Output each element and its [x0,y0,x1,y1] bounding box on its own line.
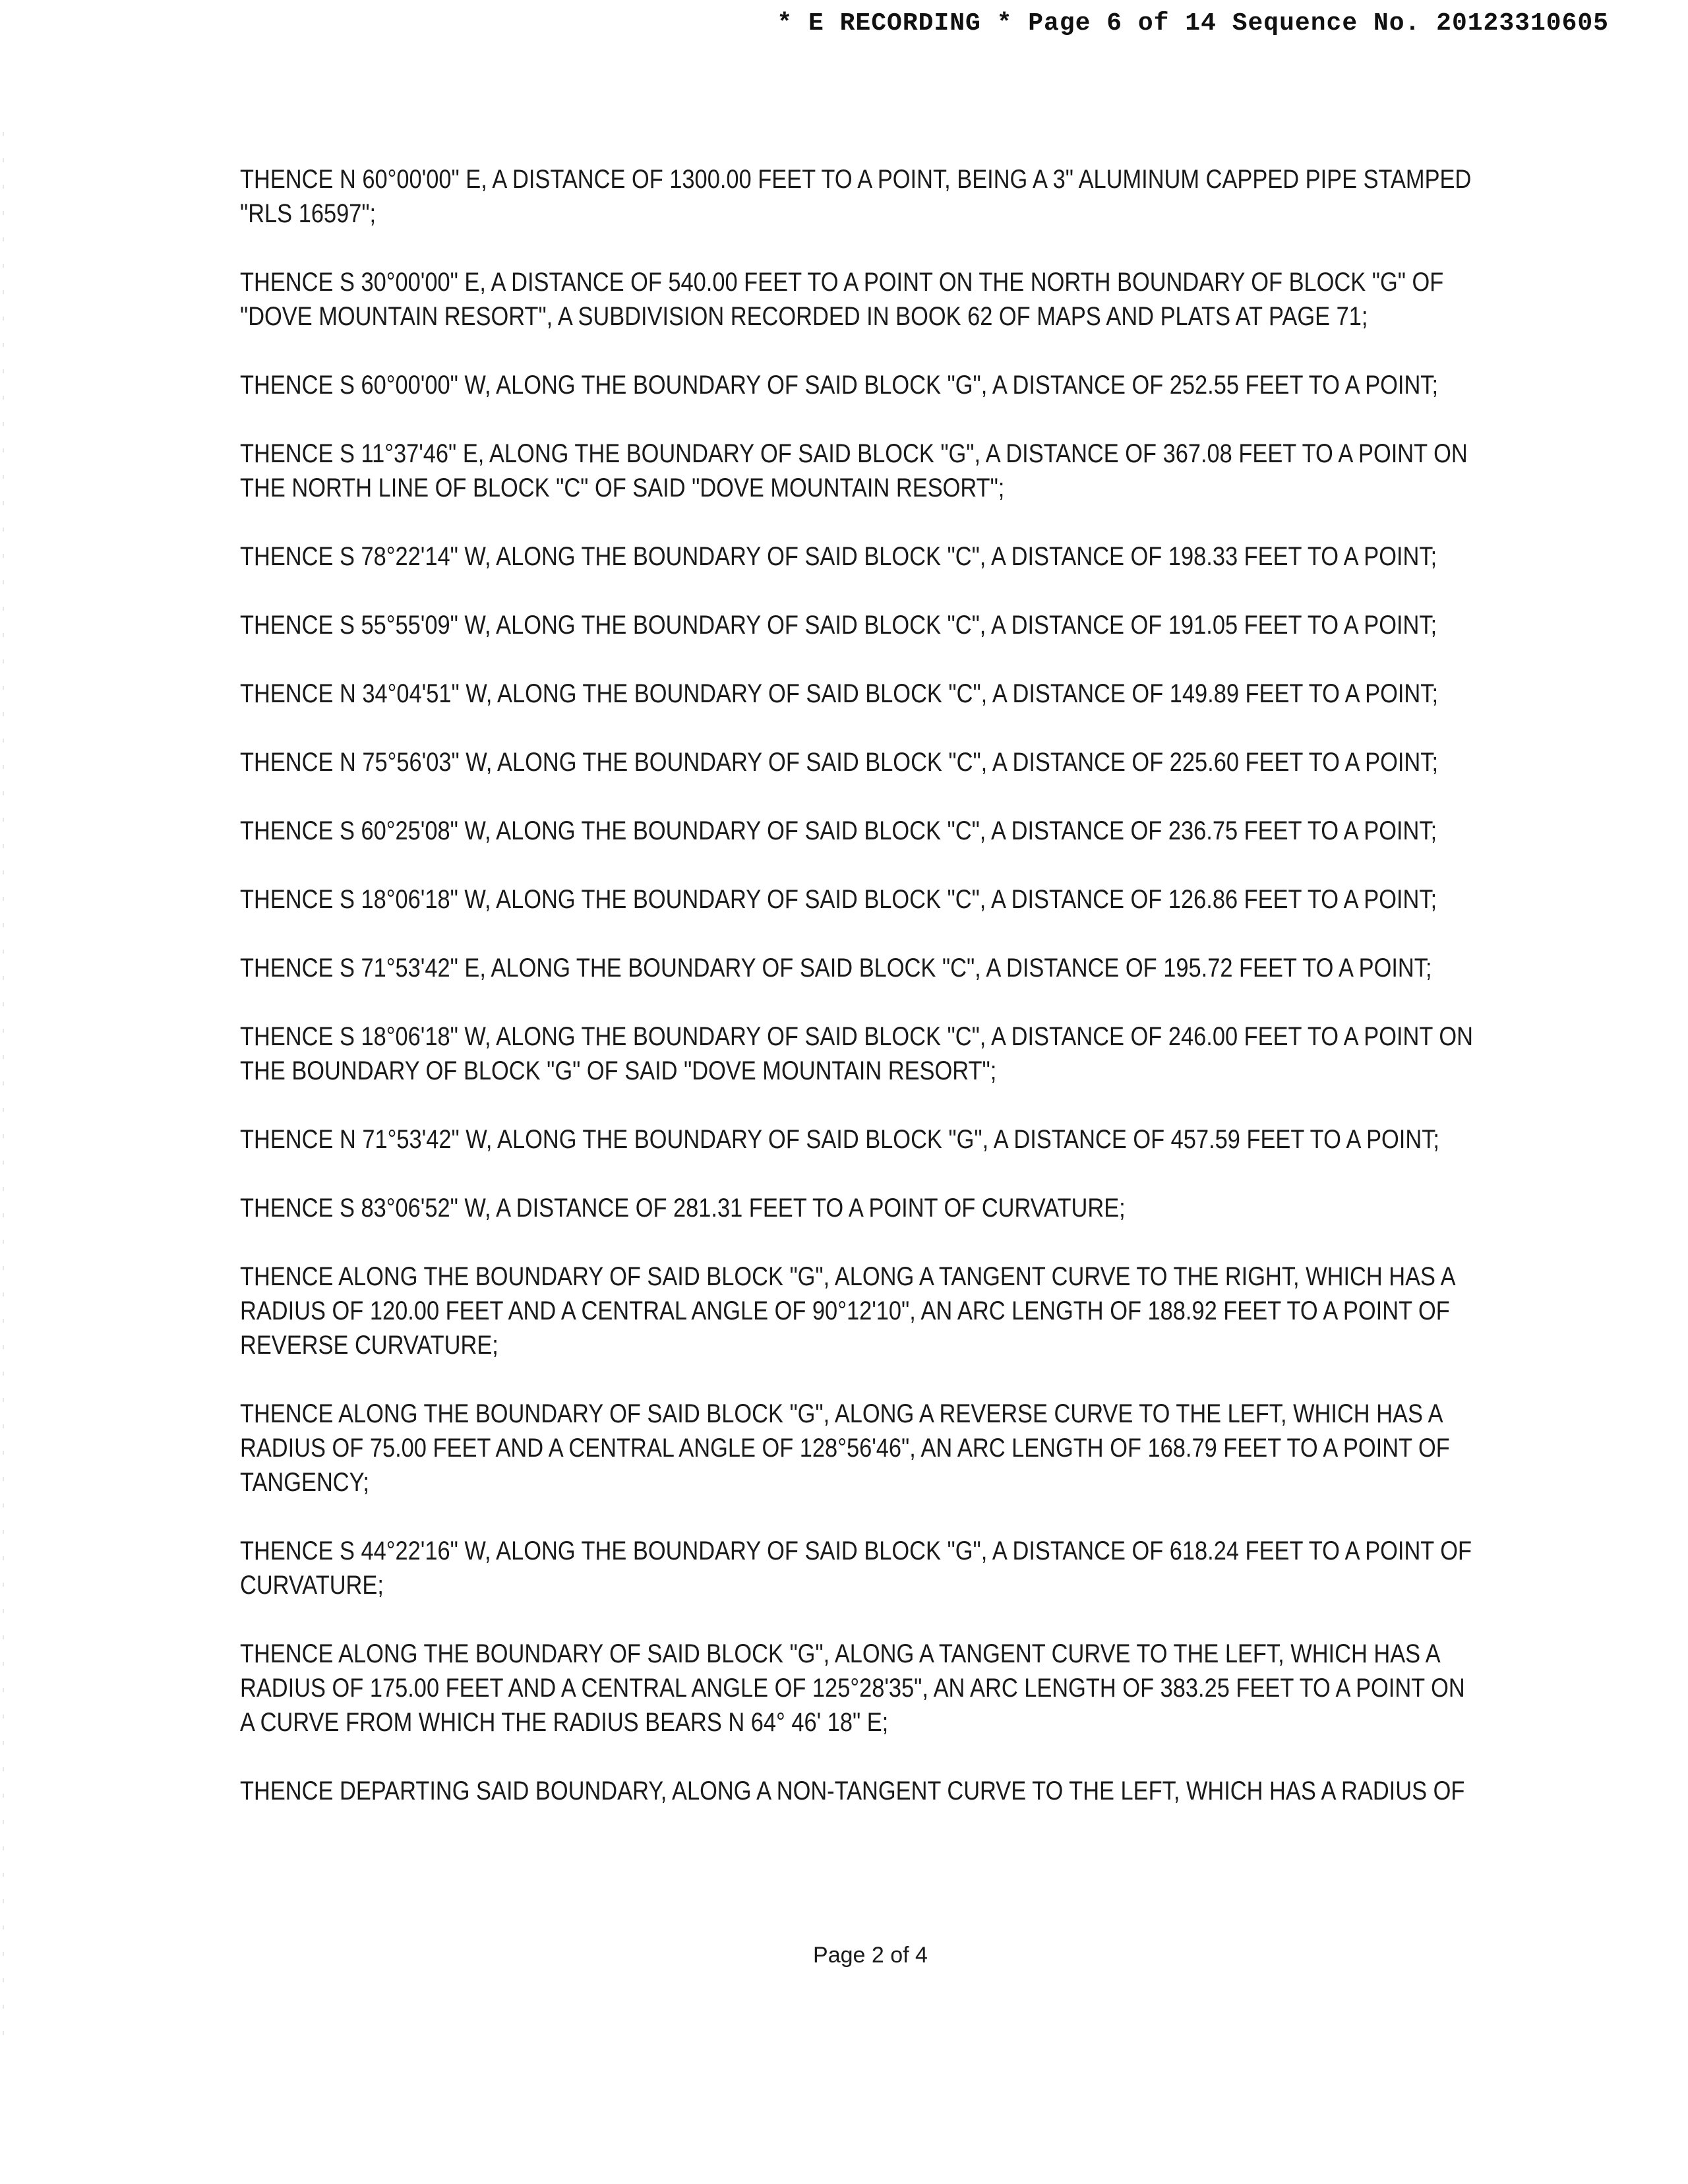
description-paragraph: THENCE S 11°37'46" E, ALONG THE BOUNDARY OF SAID BLOCK "G", A DISTANCE OF 367.08 FEET TO A POINT ON THE NORTH LINE OF BLOCK "C" OF SAID "DOVE MOUNTAIN RESORT"; [240,439,1468,502]
description-paragraph: THENCE S 18°06'18" W, ALONG THE BOUNDARY OF SAID BLOCK "C", A DISTANCE OF 126.86 FEET TO A POINT; [240,885,1437,914]
page-number: Page 2 of 4 [813,1943,928,1968]
description-paragraph: THENCE S 71°53'42" E, ALONG THE BOUNDARY OF SAID BLOCK "C", A DISTANCE OF 195.72 FEET TO A POINT; [240,954,1432,983]
recording-header: * E RECORDING * Page 6 of 14 Sequence No. 20123310605 [777,9,1609,38]
description-paragraph: THENCE S 78°22'14" W, ALONG THE BOUNDARY OF SAID BLOCK "C", A DISTANCE OF 198.33 FEET TO A POINT; [240,542,1437,571]
description-paragraph: THENCE N 71°53'42" W, ALONG THE BOUNDARY OF SAID BLOCK "G", A DISTANCE OF 457.59 FEET TO A POINT; [240,1125,1439,1154]
description-paragraph: THENCE N 75°56'03" W, ALONG THE BOUNDARY OF SAID BLOCK "C", A DISTANCE OF 225.60 FEET TO A POINT; [240,748,1439,777]
description-paragraph: THENCE S 44°22'16" W, ALONG THE BOUNDARY OF SAID BLOCK "G", A DISTANCE OF 618.24 FEET TO A POINT OF CURVATURE; [240,1536,1472,1600]
description-paragraph: THENCE S 83°06'52" W, A DISTANCE OF 281.31 FEET TO A POINT OF CURVATURE; [240,1194,1126,1223]
description-paragraph: THENCE S 55°55'09" W, ALONG THE BOUNDARY OF SAID BLOCK "C", A DISTANCE OF 191.05 FEET TO A POINT; [240,611,1437,640]
description-paragraph: THENCE ALONG THE BOUNDARY OF SAID BLOCK "G", ALONG A TANGENT CURVE TO THE RIGHT, WHICH HAS A RADIUS OF 120.00 FEET AND A CENTRAL ANGLE OF 90°12'10", AN ARC LENGTH OF 188.92 FEET TO A POINT OF REVERSE CURVATURE; [240,1262,1455,1360]
legal-description-body [240,162,1473,1842]
description-paragraph: THENCE N 60°00'00" E, A DISTANCE OF 1300.00 FEET TO A POINT, BEING A 3" ALUMINUM CAPPED PIPE STAMPED "RLS 16597"; [240,165,1472,228]
scan-edge-artifact [3,132,4,2044]
description-paragraph: THENCE N 34°04'51" W, ALONG THE BOUNDARY OF SAID BLOCK "C", A DISTANCE OF 149.89 FEET TO A POINT; [240,679,1439,708]
description-paragraph: THENCE ALONG THE BOUNDARY OF SAID BLOCK "G", ALONG A REVERSE CURVE TO THE LEFT, WHICH HAS A RADIUS OF 75.00 FEET AND A CENTRAL ANGLE OF 128°56'46", AN ARC LENGTH OF 168.79 FEET TO A POINT OF TANGENCY; [240,1399,1450,1497]
description-paragraph: THENCE DEPARTING SAID BOUNDARY, ALONG A NON-TANGENT CURVE TO THE LEFT, WHICH HAS A RADIUS OF [240,1776,1465,1805]
description-paragraph: THENCE S 60°00'00" W, ALONG THE BOUNDARY OF SAID BLOCK "G", A DISTANCE OF 252.55 FEET TO A POINT; [240,371,1439,400]
description-paragraph: THENCE ALONG THE BOUNDARY OF SAID BLOCK "G", ALONG A TANGENT CURVE TO THE LEFT, WHICH HAS A RADIUS OF 175.00 FEET AND A CENTRAL ANGLE OF 125°28'35", AN ARC LENGTH OF 383.25 FEET TO A POINT ON A CURVE FROM WHICH THE RADIUS BEARS N 64° 46' 18" E; [240,1639,1465,1737]
description-paragraph: THENCE S 18°06'18" W, ALONG THE BOUNDARY OF SAID BLOCK "C", A DISTANCE OF 246.00 FEET TO A POINT ON THE BOUNDARY OF BLOCK "G" OF SAID "DOVE MOUNTAIN RESORT"; [240,1022,1473,1085]
description-paragraph: THENCE S 60°25'08" W, ALONG THE BOUNDARY OF SAID BLOCK "C", A DISTANCE OF 236.75 FEET TO A POINT; [240,816,1437,845]
description-paragraph: THENCE S 30°00'00" E, A DISTANCE OF 540.00 FEET TO A POINT ON THE NORTH BOUNDARY OF BLOCK "G" OF "DOVE MOUNTAIN RESORT", A SUBDIVISION RECORDED IN BOOK 62 OF MAPS AND PLATS AT PAGE 71; [240,268,1444,331]
